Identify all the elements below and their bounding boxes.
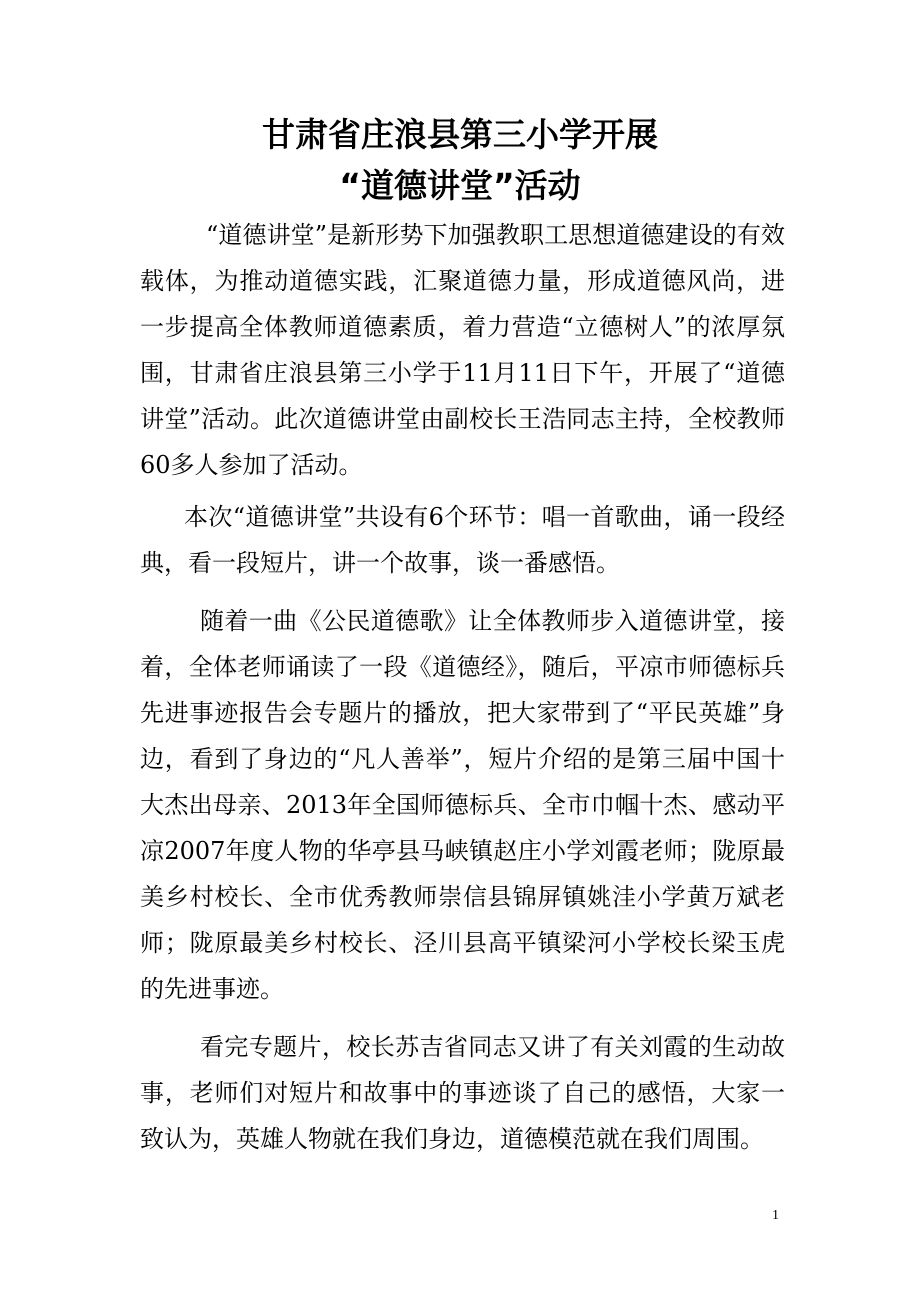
- paragraph-intro: “道德讲堂”是新形势下加强教职工思想道德建设的有效载体，为推动道德实践，汇聚道德力量，形成道德风尚，进一步提高全体教师道德素质，着力营造“立德树人”的浓厚氛围，甘肃省庄浪县第三小学于11月11日下午，开展了“道德讲堂”活动。此次道德讲堂由副校长王浩同志主持，全校教师60多人参加了活动。: [140, 221, 785, 479]
- document-title-line1: 甘肃省庄浪县第三小学开展: [262, 115, 658, 154]
- document-body: [140, 212, 785, 1162]
- document-title-line2: “道德讲堂”活动: [339, 166, 581, 205]
- paragraph-video: 随着一曲《公民道德歌》让全体教师步入道德讲堂，接着，全体老师诵读了一段《道德经》，随后，平凉市师德标兵先进事迹报告会专题片的播放，把大家带到了“平民英雄”身边，看到了身边的“凡人善举”，短片介绍的是第三届中国十大杰出母亲、2013年全国师德标兵、全市巾帼十杰、感动平凉2007年度人物的华亭县马峡镇赵庄小学刘霞老师；陇原最美乡村校长、全市优秀教师崇信县锦屏镇姚洼小学黄万斌老师；陇原最美乡村校长、泾川县高平镇梁河小学校长梁玉虎的先进事迹。: [140, 607, 785, 1003]
- paragraph-conclusion: 看完专题片，校长苏吉省同志又讲了有关刘霞的生动故事，老师们对短片和故事中的事迹谈了自己的感悟，大家一致认为，英雄人物就在我们身边，道德模范就在我们周围。: [140, 1033, 785, 1153]
- paragraph-segments: 本次“道德讲堂”共设有6个环节：唱一首歌曲，诵一段经典，看一段短片，讲一个故事，谈一番感悟。: [140, 503, 785, 577]
- page-number: 1: [772, 1208, 779, 1223]
